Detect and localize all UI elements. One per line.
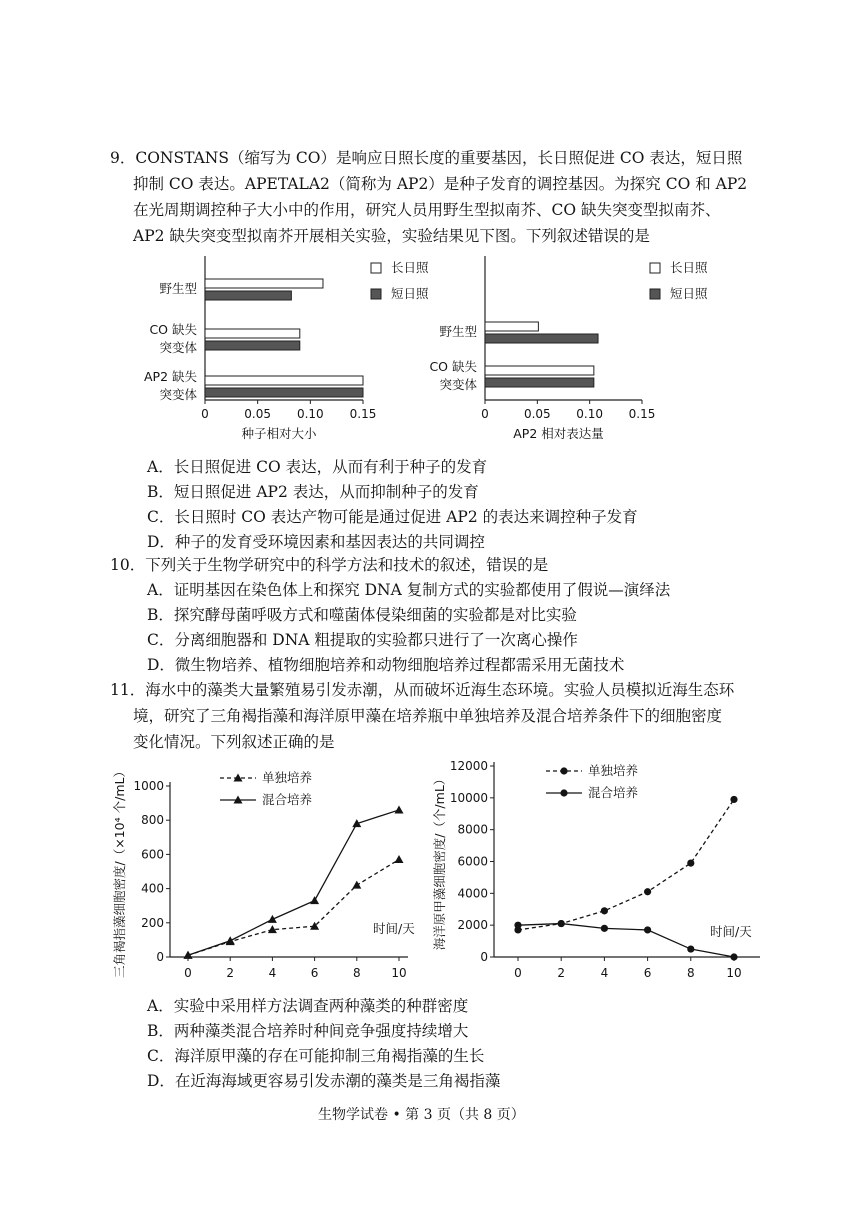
legend-label: 单独培养 <box>262 770 313 785</box>
bar <box>485 322 538 331</box>
q11-option-a: A．实验中采用样方法调查两种藻类的种群密度 <box>147 997 469 1015</box>
q11-option-c: C．海洋原甲藻的存在可能抑制三角褐指藻的生长 <box>147 1047 485 1065</box>
q9-option-b: B．短日照促进 AP2 表达，从而抑制种子的发育 <box>147 483 479 501</box>
x-axis-label: AP2 相对表达量 <box>513 426 604 441</box>
x-tick-label: 0 <box>481 407 489 421</box>
y-tick-label: 600 <box>141 847 164 862</box>
category-label: 突变体 <box>159 340 197 355</box>
legend-label: 长日照 <box>670 260 708 275</box>
bar <box>205 279 323 288</box>
legend-swatch <box>371 289 381 299</box>
x-tick-label: 0.10 <box>576 407 604 421</box>
y-axis-label: 三角褐指藻细胞密度/（×10⁴ 个/mL） <box>112 765 127 978</box>
data-point <box>395 805 404 813</box>
y-tick-label: 0 <box>156 950 164 964</box>
data-point <box>352 881 361 889</box>
page-footer: 生物学试卷 • 第 3 页（共 8 页） <box>318 1107 525 1123</box>
q10-option-c: C．分离细胞器和 DNA 粗提取的实验都只进行了一次离心操作 <box>147 631 578 649</box>
q11-line-1: 11．海水中的藻类大量繁殖易引发赤潮，从而破坏近海生态环境。实验人员模拟近海生态环 <box>110 681 735 699</box>
x-tick-label: 2 <box>226 966 235 980</box>
legend-label: 混合培养 <box>588 785 639 800</box>
category-label: 野生型 <box>159 281 197 296</box>
bar <box>205 341 300 350</box>
y-tick-label: 400 <box>141 881 164 896</box>
data-point <box>514 922 521 929</box>
bar <box>205 291 291 300</box>
q11-option-b: B．两种藻类混合培养时种间竞争强度持续增大 <box>147 1022 469 1040</box>
y-tick-label: 6000 <box>457 854 488 869</box>
q9-option-d: D．种子的发育受环境因素和基因表达的共同调控 <box>147 533 485 551</box>
chart-diatom-density <box>108 755 428 985</box>
category-label: CO 缺失 <box>149 322 197 337</box>
legend-swatch <box>650 289 660 299</box>
y-tick-label: 800 <box>141 813 164 828</box>
q10-option-b: B．探究酵母菌呼吸方式和噬菌体侵染细菌的实验都是对比实验 <box>147 606 577 624</box>
legend-label: 短日照 <box>670 286 708 301</box>
data-point <box>644 888 651 895</box>
chart-ap2-expression <box>420 252 720 452</box>
x-tick-label: 0.05 <box>244 407 272 421</box>
x-tick-label: 2 <box>557 966 566 980</box>
x-tick-label: 0 <box>184 966 192 980</box>
q9-option-c: C．长日照时 CO 表达产物可能是通过促进 AP2 的表达来调控种子发育 <box>147 508 638 526</box>
data-point <box>601 907 608 914</box>
series-line <box>188 810 399 955</box>
q10-option-a: A．证明基因在染色体上和探究 DNA 复制方式的实验都使用了假说—演绎法 <box>147 581 671 599</box>
x-axis-label: 时间/天 <box>373 921 415 936</box>
q11-line-3: 变化情况。下列叙述正确的是 <box>133 733 335 751</box>
legend-label: 单独培养 <box>588 763 639 778</box>
x-tick-label: 0.05 <box>523 407 551 421</box>
x-axis-label: 种子相对大小 <box>241 426 317 441</box>
y-tick-label: 10000 <box>449 790 488 805</box>
x-tick-label: 6 <box>310 966 319 980</box>
data-point <box>687 859 694 866</box>
bar <box>485 378 594 387</box>
q11-option-d: D．在近海海域更容易引发赤潮的藻类是三角褐指藻 <box>147 1072 501 1090</box>
y-tick-label: 200 <box>141 915 164 930</box>
q10-option-d: D．微生物培养、植物细胞培养和动物细胞培养过程都需采用无菌技术 <box>147 656 625 674</box>
q9-line-4: AP2 缺失突变型拟南芥开展相关实验，实验结果见下图。下列叙述错误的是 <box>133 227 650 245</box>
bar <box>485 334 598 343</box>
data-point <box>558 920 565 927</box>
q9-option-a: A．长日照促进 CO 表达，从而有利于种子的发育 <box>147 458 488 476</box>
bar <box>485 366 594 375</box>
legend-swatch <box>371 263 381 273</box>
legend-label: 混合培养 <box>262 792 313 807</box>
category-label: 野生型 <box>439 324 477 339</box>
data-point <box>310 896 319 904</box>
x-tick-label: 8 <box>686 966 695 980</box>
x-tick-label: 0 <box>514 966 522 980</box>
q10-line-1: 10．下列关于生物学研究中的科学方法和技术的叙述，错误的是 <box>110 556 549 574</box>
data-point <box>395 855 404 863</box>
x-tick-label: 8 <box>352 966 361 980</box>
data-point <box>226 936 235 944</box>
series-line <box>518 924 734 957</box>
bar <box>205 376 363 385</box>
x-tick-label: 0.15 <box>349 407 377 421</box>
x-tick-label: 10 <box>391 966 407 980</box>
series-line <box>518 799 734 930</box>
y-tick-label: 4000 <box>457 886 488 901</box>
x-tick-label: 6 <box>643 966 652 980</box>
category-label: 突变体 <box>439 377 477 392</box>
category-label: CO 缺失 <box>429 359 477 374</box>
chart-prorocentrum-density <box>432 755 772 985</box>
q9-line-2: 抑制 CO 表达。APETALA2（简称为 AP2）是种子发育的调控基因。为探究 CO 和 AP2 <box>133 175 748 193</box>
bar <box>205 329 300 338</box>
q9-line-1: 9．CONSTANS（缩写为 CO）是响应日照长度的重要基因，长日照促进 CO 表达，短日照 <box>110 149 743 167</box>
data-point <box>601 925 608 932</box>
legend-label: 短日照 <box>391 286 429 301</box>
x-axis-label: 时间/天 <box>710 924 752 939</box>
x-tick-label: 4 <box>268 966 277 980</box>
legend-swatch <box>650 263 660 273</box>
y-tick-label: 1000 <box>133 779 164 793</box>
data-point <box>644 926 651 933</box>
data-point <box>687 945 694 952</box>
category-label: AP2 缺失 <box>143 369 197 384</box>
y-tick-label: 0 <box>480 950 488 964</box>
data-point <box>560 789 567 796</box>
legend-label: 长日照 <box>391 260 429 275</box>
q11-line-2: 境，研究了三角褐指藻和海洋原甲藻在培养瓶中单独培养及混合培养条件下的细胞密度 <box>133 707 723 725</box>
series-line <box>188 860 399 956</box>
y-tick-label: 12000 <box>449 759 488 773</box>
bar <box>205 388 363 397</box>
x-tick-label: 0.10 <box>296 407 324 421</box>
y-axis-label: 海洋原甲藻细胞密度/（个/mL） <box>432 772 447 951</box>
chart-seed-size <box>135 252 429 452</box>
x-tick-label: 0 <box>201 407 209 421</box>
data-point <box>268 915 277 923</box>
x-tick-label: 10 <box>726 966 742 980</box>
data-point <box>560 767 567 774</box>
x-tick-label: 0.15 <box>628 407 656 421</box>
y-tick-label: 2000 <box>457 918 488 933</box>
category-label: 突变体 <box>159 387 197 402</box>
data-point <box>730 796 737 803</box>
y-tick-label: 8000 <box>457 822 488 837</box>
x-tick-label: 4 <box>600 966 609 980</box>
data-point <box>730 953 737 960</box>
q9-line-3: 在光周期调控种子大小中的作用，研究人员用野生型拟南芥、CO 缺失突变型拟南芥、 <box>133 201 721 219</box>
